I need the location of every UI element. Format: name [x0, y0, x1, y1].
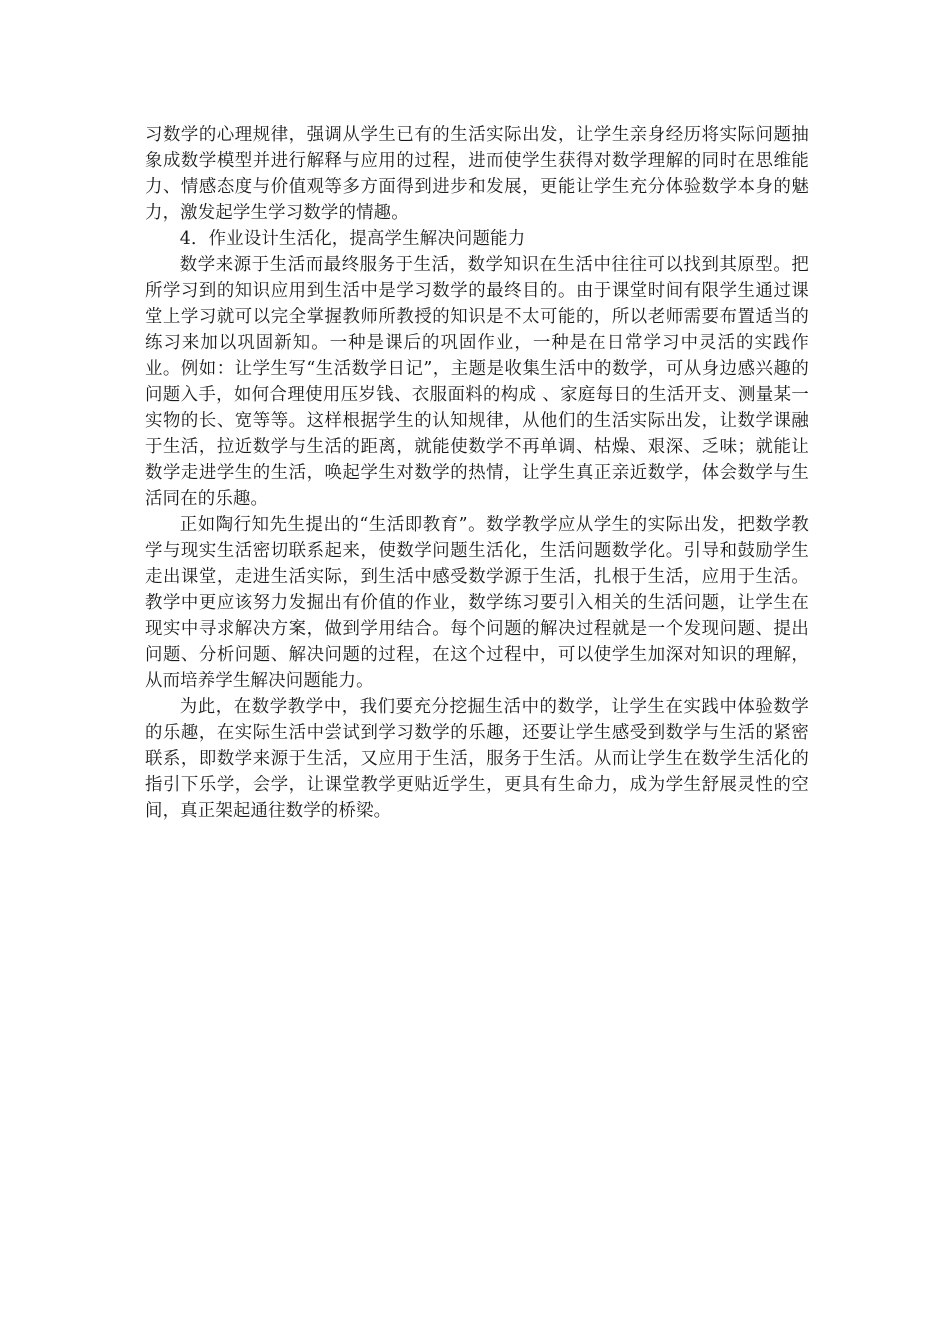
- paragraph: 正如陶行知先生提出的“生活即教育”。数学教学应从学生的实际出发，把数学教学与现实生活密切联系起来，使数学问题生活化，生活问题数学化。引导和鼓励学生走出课堂，走进生活实际，到生活中感受数学源于生活，扎根于生活，应用于生活。教学中更应该努力发掘出有价值的作业，数学练习要引入相关的生活问题，让学生在现实中寻求解决方案，做到学用结合。每个问题的解决过程就是一个发现问题、提出问题、分析问题、解决问题的过程，在这个过程中，可以使学生加深对知识的理解，从而培养学生解决问题能力。: [145, 515, 809, 691]
- document-body: [145, 122, 809, 824]
- paragraph: 数学来源于生活而最终服务于生活，数学知识在生活中往往可以找到其原型。把所学习到的知识应用到生活中是学习数学的最终目的。由于课堂时间有限学生通过课堂上学习就可以完全掌握教师所教授的知识是不太可能的，所以老师需要布置适当的练习来加以巩固新知。一种是课后的巩固作业，一种是在日常学习中灵活的实践作业。例如：让学生写“生活数学日记”，主题是收集生活中的数学，可从身边感兴趣的问题入手，如何合理使用压岁钱、衣服面料的构成 、家庭每日的生活开支、测量某一实物的长、宽等等。这样根据学生的认知规律，从他们的生活实际出发，让数学课融于生活，拉近数学与生活的距离，就能使数学不再单调、枯燥、艰深、乏味；就能让数学走进学生的生活，唤起学生对数学的热情，让学生真正亲近数学，体会数学与生活同在的乐趣。: [145, 255, 809, 509]
- section-heading: 4．作业设计生活化，提高学生解决问题能力: [179, 229, 526, 249]
- paragraph: 为此，在数学教学中，我们要充分挖掘生活中的数学，让学生在实践中体验数学的乐趣，在实际生活中尝试到学习数学的乐趣，还要让学生感受到数学与生活的紧密联系，即数学来源于生活，又应用于生活，服务于生活。从而让学生在数学生活化的指引下乐学，会学，让课堂教学更贴近学生，更具有生命力，成为学生舒展灵性的空间，真正架起通往数学的桥梁。: [145, 697, 809, 821]
- paragraph-continuation: 习数学的心理规律，强调从学生已有的生活实际出发，让学生亲身经历将实际问题抽象成数学模型并进行解释与应用的过程，进而使学生获得对数学理解的同时在思维能力、情感态度与价值观等多方面得到进步和发展，更能让学生充分体验数学本身的魅力，激发起学生学习数学的情趣。: [145, 125, 809, 223]
